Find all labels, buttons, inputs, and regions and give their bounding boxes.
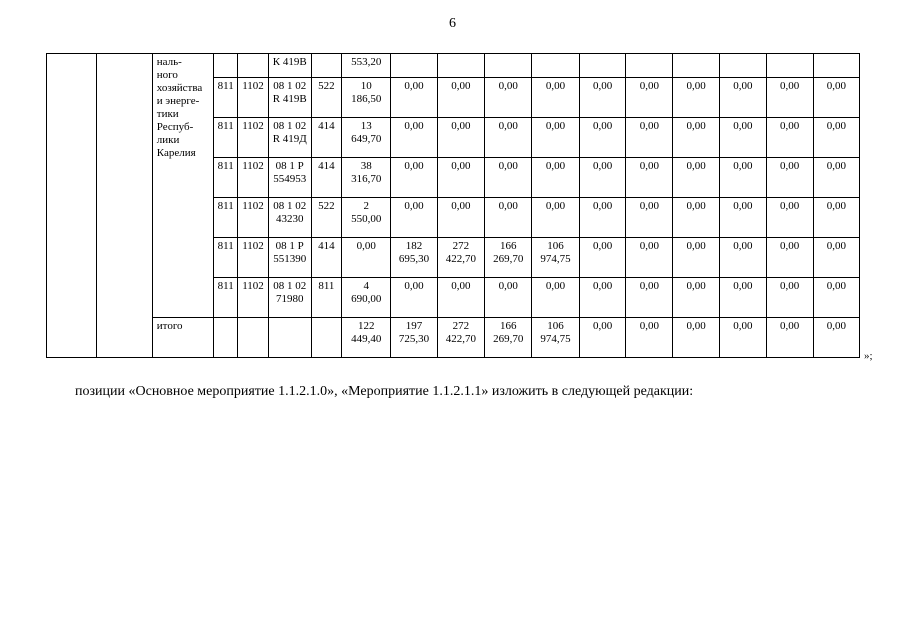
table-cell: 811 [214,278,238,318]
table-cell: 0,00 [437,78,484,118]
table-cell: 811 [214,118,238,158]
table-cell: 0,00 [342,238,391,278]
table-row [47,54,905,78]
total-cell: 197 725,30 [391,318,437,358]
table-cell: 0,00 [673,238,720,278]
total-cell: 272 422,70 [437,318,484,358]
table-cell: 1102 [238,238,269,278]
total-cell [311,318,342,358]
table-cell: 0,00 [626,158,673,198]
table-cell: 0,00 [579,78,626,118]
table-cell: 0,00 [766,238,813,278]
table-cell: 0,00 [391,118,437,158]
table-cell: 1102 [238,158,269,198]
table-cell [311,54,342,78]
table-cell: 0,00 [437,158,484,198]
table-cell: 08 1 02 71980 [268,278,311,318]
table-cell: 0,00 [391,78,437,118]
table-cell: 1102 [238,78,269,118]
table-cell: 0,00 [437,278,484,318]
table-cell: 0,00 [766,118,813,158]
total-cell [214,318,238,358]
table-cell: 811 [214,198,238,238]
table-cell: 0,00 [579,278,626,318]
table-cell: 0,00 [391,158,437,198]
blank-cell-col1 [47,54,97,358]
table-cell: 0,00 [813,198,860,238]
table-cell: 13 649,70 [342,118,391,158]
closing-quote: »; [864,350,873,362]
table-cell [813,54,860,78]
instruction-text: позиции «Основное мероприятие 1.1.2.1.0», «Мероприятие 1.1.2.1.1» изложить в следующей редакции: [75,384,694,399]
table-cell: 0,00 [626,78,673,118]
table-cell [579,54,626,78]
table-cell: 414 [311,118,342,158]
table-cell: 0,00 [813,118,860,158]
table-cell: 0,00 [813,278,860,318]
table-cell: 4 690,00 [342,278,391,318]
total-cell: 166 269,70 [485,318,532,358]
table-cell: 0,00 [532,278,579,318]
table-cell [214,54,238,78]
table-cell: 08 1 Р 551390 [268,238,311,278]
table-cell: 08 1 02 R 419Д [268,118,311,158]
table-cell: 08 1 02 R 419В [268,78,311,118]
budget-table [46,53,905,358]
table-cell: 0,00 [437,118,484,158]
table-cell: 0,00 [485,118,532,158]
table-cell: 414 [311,158,342,198]
table-cell: 811 [214,78,238,118]
table-cell: 1102 [238,278,269,318]
total-cell: 0,00 [673,318,720,358]
table-cell: 08 1 02 43230 [268,198,311,238]
table-cell: 0,00 [673,78,720,118]
table-cell: 38 316,70 [342,158,391,198]
table-cell: 0,00 [766,198,813,238]
table-cell: 0,00 [485,198,532,238]
total-cell [238,318,269,358]
table-cell: 0,00 [485,158,532,198]
table-cell: 0,00 [720,198,767,238]
table-cell: 0,00 [485,278,532,318]
total-cell: 0,00 [813,318,860,358]
table-cell: 272 422,70 [437,238,484,278]
total-row [47,318,905,358]
table-cell: 0,00 [673,198,720,238]
table-cell: 1102 [238,198,269,238]
table-cell: 522 [311,198,342,238]
table-cell: 0,00 [391,278,437,318]
total-cell: 0,00 [720,318,767,358]
table-cell [720,54,767,78]
page-number: 6 [449,16,456,31]
table-cell: 182 695,30 [391,238,437,278]
table-cell: 0,00 [626,198,673,238]
table-cell: 0,00 [485,78,532,118]
table-cell: 0,00 [579,118,626,158]
budget-table-body [47,54,905,358]
table-cell [238,54,269,78]
total-label: итого [152,318,214,358]
table-cell: 0,00 [532,198,579,238]
table-cell: 522 [311,78,342,118]
table-cell: 0,00 [673,158,720,198]
table-cell: 0,00 [579,158,626,198]
table-cell: 0,00 [813,158,860,198]
table-cell: 0,00 [766,158,813,198]
table-cell [626,54,673,78]
table-cell: 0,00 [766,78,813,118]
table-cell: 0,00 [579,238,626,278]
table-cell: 1102 [238,118,269,158]
total-cell: 0,00 [579,318,626,358]
table-cell: 166 269,70 [485,238,532,278]
responsible-name-cell: наль- ного хозяйства и энерге- тики Респуб- лики Карелия [152,54,214,318]
table-cell: 0,00 [626,238,673,278]
table-cell: 106 974,75 [532,238,579,278]
table-cell: 0,00 [720,278,767,318]
table-cell: 0,00 [813,78,860,118]
table-cell: 0,00 [626,278,673,318]
table-cell: 0,00 [720,118,767,158]
table-cell: 0,00 [532,78,579,118]
table-cell: 0,00 [673,278,720,318]
table-cell: 0,00 [720,158,767,198]
table-cell: 0,00 [720,238,767,278]
table-cell: 0,00 [391,198,437,238]
total-cell: 0,00 [766,318,813,358]
total-cell [268,318,311,358]
table-cell [485,54,532,78]
table-cell: 811 [311,278,342,318]
table-cell: 0,00 [532,118,579,158]
table-cell [673,54,720,78]
table-cell: 811 [214,238,238,278]
table-cell: 08 1 Р 554953 [268,158,311,198]
table-cell: 0,00 [532,158,579,198]
blank-cell-col2 [96,54,152,358]
table-cell [766,54,813,78]
table-cell: 0,00 [673,118,720,158]
table-cell [532,54,579,78]
table-cell: 553,20 [342,54,391,78]
table-cell: 0,00 [720,78,767,118]
table-cell: 0,00 [813,238,860,278]
total-cell: 0,00 [626,318,673,358]
table-cell: 811 [214,158,238,198]
table-cell: К 419В [268,54,311,78]
table-cell [437,54,484,78]
table-cell: 2 550,00 [342,198,391,238]
total-cell: 122 449,40 [342,318,391,358]
table-cell: 10 186,50 [342,78,391,118]
total-cell: 106 974,75 [532,318,579,358]
table-cell: 0,00 [437,198,484,238]
table-cell: 0,00 [626,118,673,158]
table-cell: 0,00 [579,198,626,238]
table-cell [391,54,437,78]
table-cell: 414 [311,238,342,278]
table-cell: 0,00 [766,278,813,318]
